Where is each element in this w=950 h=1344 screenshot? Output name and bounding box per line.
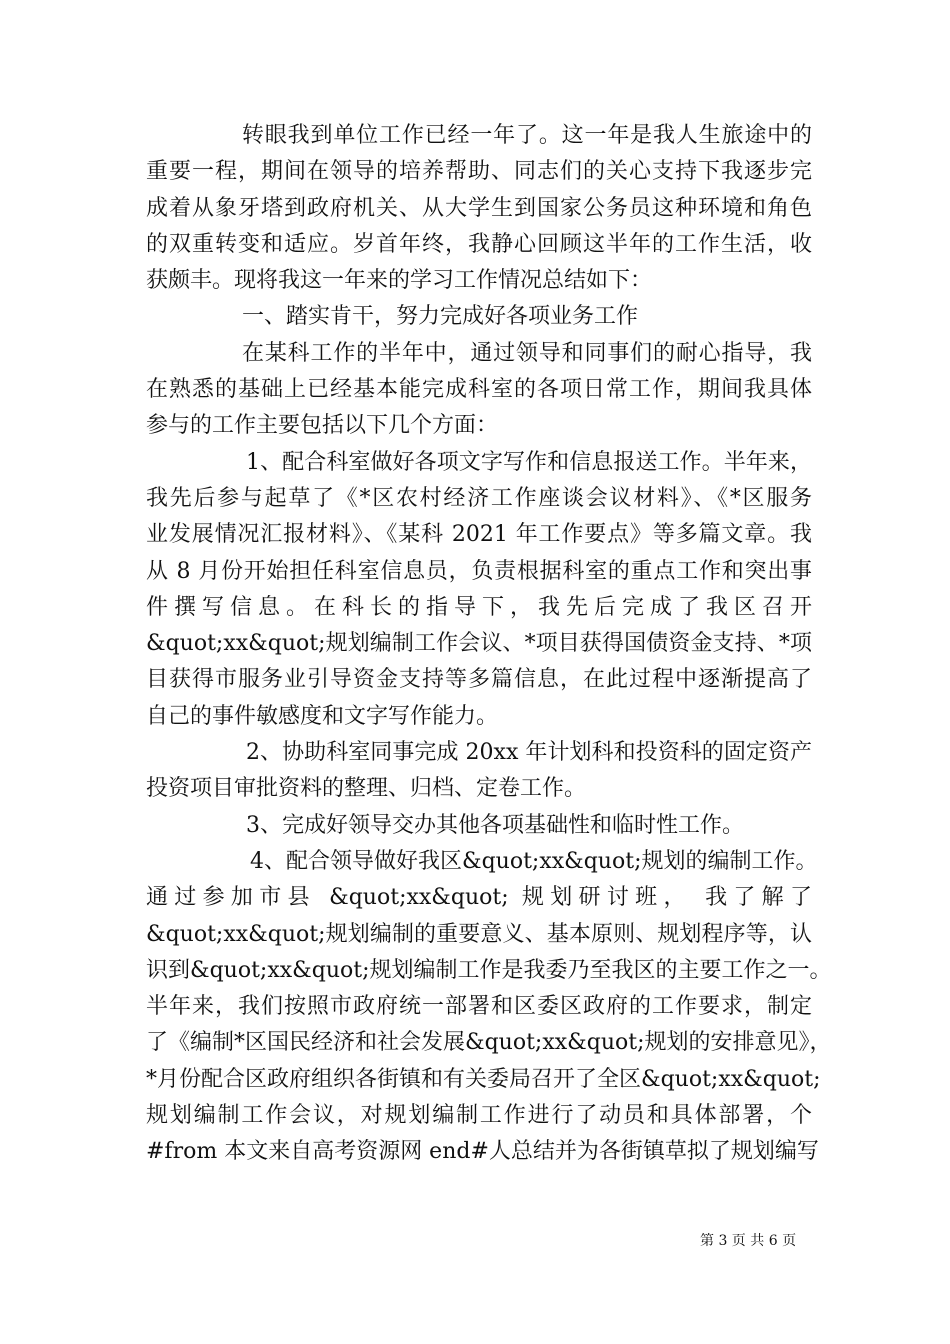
text-line: 规划编制工作会议，对规划编制工作进行了动员和具体部署，个 bbox=[146, 1103, 812, 1129]
text-line: 自己的事件敏感度和文字写作能力。 bbox=[146, 703, 499, 729]
text-line: 目获得市服务业引导资金支持等多篇信息，在此过程中逐渐提高了 bbox=[146, 667, 812, 693]
text-line: 了《编制*区国民经济和社会发展&quot;xx&quot;规划的安排意见》， bbox=[146, 1030, 832, 1056]
text-line: 识到&quot;xx&quot;规划编制工作是我委乃至我区的主要工作之一。 bbox=[146, 957, 832, 983]
text-line: 从 8 月份开始担任科室信息员，负责根据科室的重点工作和突出事 bbox=[146, 558, 812, 584]
text-line: *月份配合区政府组织各街镇和有关委局召开了全区&quot;xx&quot; bbox=[146, 1066, 821, 1092]
text-line: 的双重转变和适应。岁首年终，我静心回顾这半年的工作生活，收 bbox=[146, 231, 812, 257]
text-line: 获颇丰。现将我这一年来的学习工作情况总结如下： bbox=[146, 268, 653, 294]
text-line: &quot;xx&quot;规划编制工作会议、*项目获得国债资金支持、*项 bbox=[146, 631, 812, 657]
text-line: 3、完成好领导交办其他各项基础性和临时性工作。 bbox=[246, 812, 744, 838]
document-body bbox=[146, 118, 832, 1171]
text-line: 业发展情况汇报材料》、《某科 2021 年工作要点》等多篇文章。我 bbox=[146, 522, 812, 548]
text-line: &quot;xx&quot;规划编制的重要意义、基本原则、规划程序等，认 bbox=[146, 921, 812, 947]
text-line: 我先后参与起草了《*区农村经济工作座谈会议材料》、《*区服务 bbox=[146, 485, 812, 511]
text-line: 参与的工作主要包括以下几个方面： bbox=[146, 413, 499, 439]
text-line: 一、踏实肯干，努力完成好各项业务工作 bbox=[242, 304, 639, 330]
text-line: 1、配合科室做好各项文字写作和信息报送工作。半年来， bbox=[246, 449, 812, 475]
text-line: 2、协助科室同事完成 20xx 年计划科和投资科的固定资产 bbox=[246, 740, 812, 766]
text-line: 在某科工作的半年中，通过领导和同事们的耐心指导，我 bbox=[242, 340, 812, 366]
text-line: #from 本文来自高考资源网 end#人总结并为各街镇草拟了规划编写 bbox=[146, 1139, 819, 1165]
text-line: 件撰写信息。在科长的指导下，我先后完成了我区召开 bbox=[146, 594, 812, 620]
page-number: 第 3 页 共 6 页 bbox=[700, 1233, 797, 1249]
text-line: 成着从象牙塔到政府机关、从大学生到国家公务员这种环境和角色 bbox=[146, 195, 812, 221]
text-line: 重要一程，期间在领导的培养帮助、同志们的关心支持下我逐步完 bbox=[146, 159, 812, 185]
text-line: 半年来，我们按照市政府统一部署和区委区政府的工作要求，制定 bbox=[146, 994, 812, 1020]
text-line: 4、配合领导做好我区&quot;xx&quot;规划的编制工作。 bbox=[250, 848, 818, 874]
text-line: 在熟悉的基础上已经基本能完成科室的各项日常工作，期间我具体 bbox=[146, 377, 812, 403]
text-line: 转眼我到单位工作已经一年了。这一年是我人生旅途中的 bbox=[242, 123, 812, 148]
text-line: 通过参加市县 &quot;xx&quot; 规划研讨班， 我了解了 bbox=[146, 885, 812, 911]
text-line: 投资项目审批资料的整理、归档、定卷工作。 bbox=[146, 776, 587, 802]
